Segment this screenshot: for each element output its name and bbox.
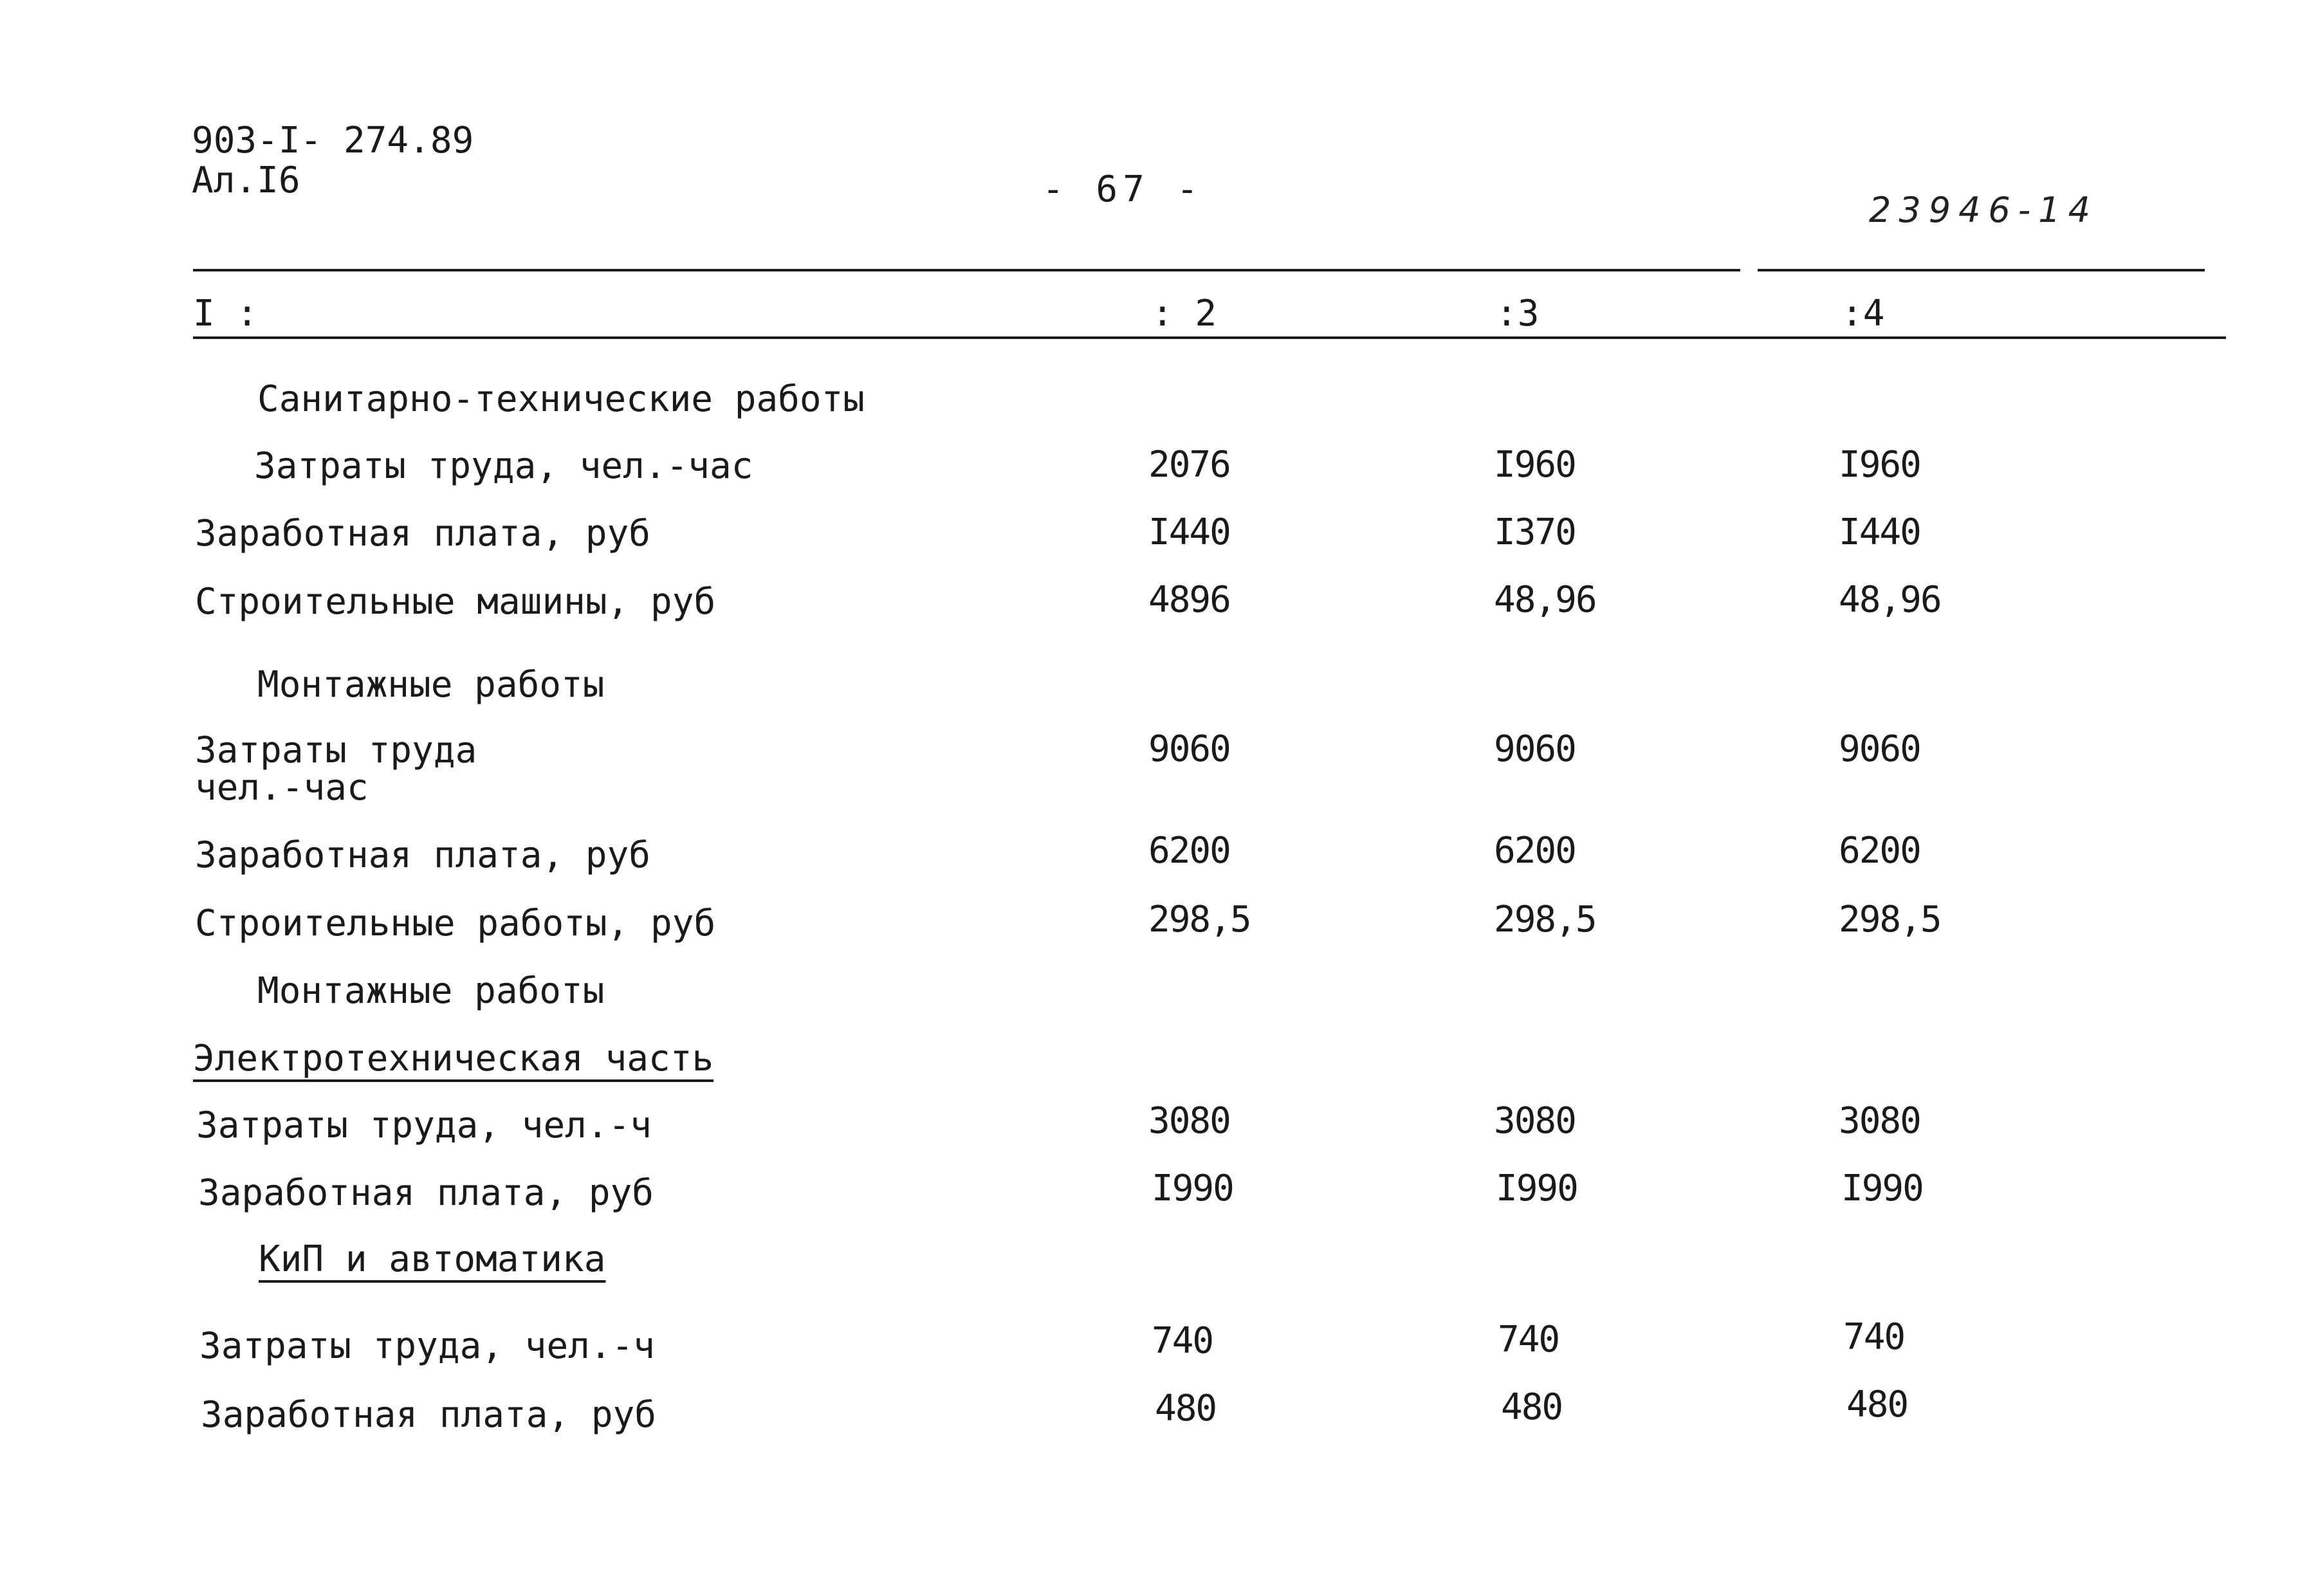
row-value-col3: 298,5: [1494, 899, 1596, 940]
row-value-col4: I440: [1839, 511, 1920, 553]
row-value-col3: I960: [1494, 444, 1576, 486]
row-value-col3: 480: [1501, 1386, 1563, 1428]
row-value-col3: I990: [1496, 1168, 1578, 1209]
row-label-line1: Затраты труда: [195, 729, 477, 771]
row-value-col4: 9060: [1839, 728, 1920, 770]
section-title-instrumentation: КиП и автоматика: [259, 1238, 606, 1280]
row-label-line2: чел.-час: [195, 767, 369, 809]
document-code: [192, 121, 474, 201]
row-label: Строительные работы, руб: [195, 903, 716, 944]
row-value-col4: 740: [1843, 1316, 1905, 1358]
row-label: Заработная плата, руб: [195, 513, 651, 555]
row-value-col2: 480: [1155, 1388, 1217, 1429]
row-value-col2: 740: [1152, 1320, 1213, 1362]
row-label-multiline: [195, 729, 477, 809]
column-header-4: :4: [1841, 293, 1885, 335]
header-bottom-rule: [193, 336, 2226, 339]
column-header-2: : 2: [1152, 293, 1217, 335]
column-header-1: I :: [193, 293, 259, 335]
row-value-col4: 6200: [1839, 830, 1920, 872]
row-value-col2: 3080: [1148, 1100, 1230, 1142]
row-value-col2: 4896: [1148, 579, 1230, 621]
row-value-col2: 9060: [1148, 728, 1230, 770]
row-value-col4: 298,5: [1839, 899, 1941, 940]
section-title-sanitary: Санитарно-технические работы: [257, 378, 865, 420]
archive-stamp: 23946-14: [1869, 190, 2098, 230]
row-value-col2: 298,5: [1148, 899, 1251, 940]
column-header-3: :3: [1496, 293, 1540, 335]
row-value-col2: I990: [1152, 1168, 1233, 1209]
row-value-col4: 3080: [1839, 1100, 1920, 1142]
row-value-col3: 6200: [1494, 830, 1576, 872]
row-label: Затраты труда, чел.-ч: [199, 1325, 656, 1367]
row-value-col2: I440: [1148, 511, 1230, 553]
row-value-col4: 480: [1846, 1384, 1908, 1426]
row-value-col3: 740: [1498, 1319, 1559, 1361]
row-value-col2: 2076: [1148, 444, 1230, 486]
row-label: Заработная плата, руб: [198, 1172, 654, 1214]
row-label: Строительные машины, руб: [195, 581, 716, 623]
row-label: Заработная плата, руб: [201, 1394, 657, 1436]
row-value-col3: I370: [1494, 511, 1576, 553]
row-value-col4: I960: [1839, 444, 1920, 486]
top-rule-right: [1758, 269, 2205, 271]
row-label: Затраты труда, чел.-ч: [196, 1105, 652, 1146]
row-value-col4: 48,96: [1839, 579, 1941, 621]
page-number: - 67 -: [1042, 169, 1204, 210]
row-label: Затраты труда, чел.-час: [254, 445, 753, 487]
row-value-col3: 3080: [1494, 1100, 1576, 1142]
row-value-col2: 6200: [1148, 830, 1230, 872]
row-label: Заработная плата, руб: [195, 834, 651, 876]
album-line: Ал.I6: [192, 160, 300, 201]
section-subtitle-electrical: Электротехническая часть: [193, 1038, 714, 1079]
row-value-col3: 9060: [1494, 728, 1576, 770]
top-rule-left: [193, 269, 1740, 271]
row-value-col3: 48,96: [1494, 579, 1596, 621]
section-title-installation-2: Монтажные работы: [257, 970, 605, 1012]
doc-code-line: 903-I- 274.89: [192, 120, 474, 161]
section-title-installation: Монтажные работы: [257, 664, 605, 706]
row-value-col4: I990: [1841, 1168, 1923, 1209]
